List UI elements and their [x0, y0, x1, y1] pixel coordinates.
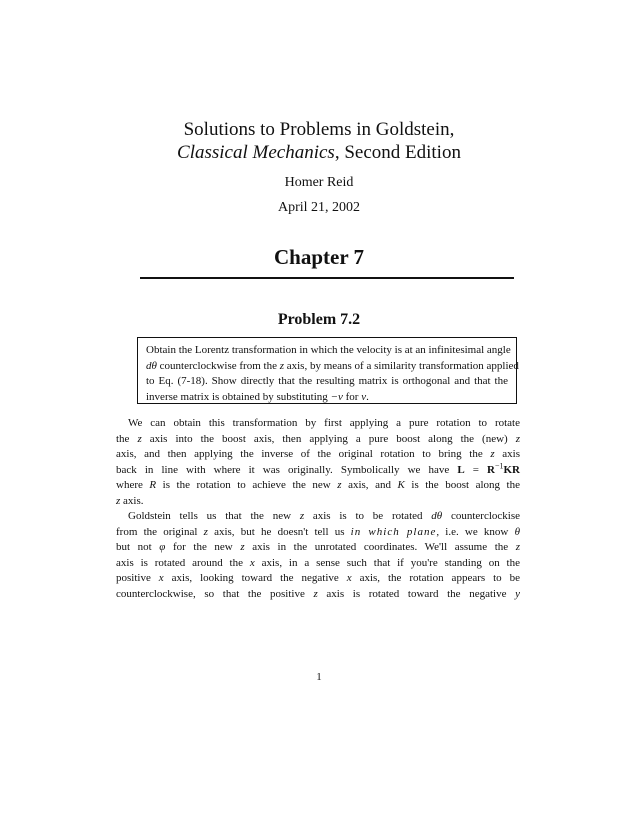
- statement-line-4: inverse matrix is obtained by substituting −v for v.: [146, 390, 369, 403]
- problem-statement-box: [137, 337, 517, 404]
- solution-text: [116, 416, 520, 602]
- statement-line-3: to Eq. (7-18). Show directly that the resulting matrix is orthogonal and that the: [146, 375, 508, 387]
- para2-line-4: axis is rotated around the x axis, in a sense such that if you're standing on the: [116, 556, 520, 569]
- edition-text: , Second Edition: [334, 142, 461, 163]
- para2-line-5: positive x axis, looking toward the negative x axis, the rotation appears to be: [116, 572, 520, 584]
- chapter-heading: Chapter 7: [273, 245, 365, 269]
- page-number: 1: [316, 671, 322, 683]
- statement-line-2: dθ counterclockwise from the z axis, by means of a similarity transformation applied: [146, 359, 519, 372]
- para2-line-2: from the original z axis, but he doesn't tell us in which plane, i.e. we know θ: [116, 525, 520, 538]
- para2-line-6: counterclockwise, so that the positive z axis is rotated toward the negative y: [116, 587, 520, 600]
- para1-line-3: axis, and then applying the inverse of the original rotation to bring the z axis: [116, 448, 520, 460]
- title-line-1: Solutions to Problems in Goldstein,: [183, 119, 455, 140]
- book-title: Classical Mechanics: [177, 142, 335, 163]
- title-line-2: [0, 141, 638, 165]
- date: April 21, 2002: [277, 200, 361, 215]
- para1-line-5: where R is the rotation to achieve the new z axis, and K is the boost along the: [116, 479, 520, 491]
- para1-line-1: We can obtain this transformation by first applying a pure rotation to rotate: [128, 417, 520, 429]
- chapter-rule: [140, 277, 514, 279]
- statement-line-1: Obtain the Lorentz transformation in which the velocity is at an infinitesimal angle: [146, 344, 511, 356]
- para1-line-2: the z axis into the boost axis, then applying a pure boost along the (new) z: [116, 432, 520, 445]
- para2-line-3: but not φ for the new z axis in the unrotated coordinates. We'll assume the z: [116, 541, 521, 553]
- para2-line-1: Goldstein tells us that the new z axis is to be rotated dθ counterclockise: [128, 510, 520, 522]
- para1-line-6: z axis.: [116, 494, 144, 507]
- problem-heading: Problem 7.2: [277, 311, 361, 328]
- para1-line-4: back in line with where it was originally. Symbolically we have $L = R^{-1}KR$: [116, 460, 520, 476]
- author: Homer Reid: [284, 175, 354, 190]
